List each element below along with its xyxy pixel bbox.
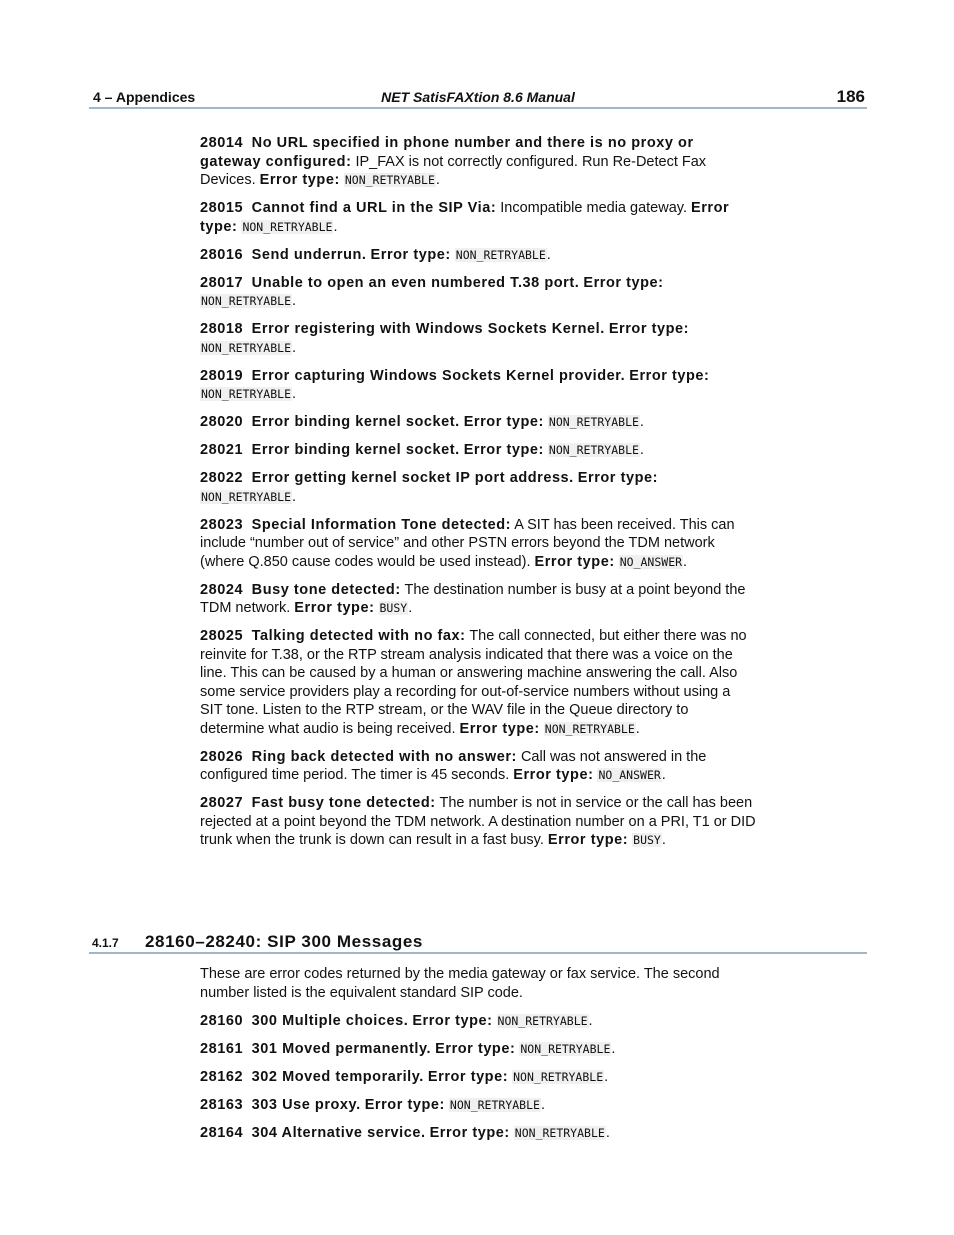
error-term: 302 Moved temporarily. <box>251 1068 424 1085</box>
error-type-value: NON_RETRYABLE <box>201 489 292 504</box>
error-code: 28162 <box>200 1068 244 1085</box>
error-type-label: Error type: <box>459 720 540 737</box>
error-type-value: NON_RETRYABLE <box>242 219 333 234</box>
error-type-label: Error type: <box>513 767 594 783</box>
error-term: Ring back detected with no answer: <box>251 748 517 765</box>
section-heading <box>89 932 867 954</box>
error-term: Send underrun. <box>251 246 367 263</box>
error-type-label: Error type: <box>547 832 629 848</box>
error-entry: 28025 Talking detected with no fax: The call connected, but either there was no reinvite for T.38, or the RTP stream analysis indicated that there was a voice on the line. This can be caused by a human or answering machine answering the call. Also some service providers play a recording for out-of-service numbers without using a SIT tone. Listen to the RTP stream, or the WAV file in the Queue directory to determine what audio is being received. Error type: NON_RETRYABLE. <box>200 628 747 737</box>
error-code: 28023 <box>200 516 244 533</box>
error-entry: 28164 304 Alternative service. Error type: NON_RETRYABLE. <box>200 1124 610 1141</box>
error-type-label: Error type: <box>412 1012 493 1029</box>
section-intro: These are error codes returned by the media gateway or fax service. The second number listed is the equivalent standard SIP code. <box>200 966 720 1001</box>
error-type-label: Error type: <box>200 200 730 235</box>
error-term: No URL specified in phone number and there is no proxy or gateway configured: <box>200 135 694 170</box>
page-header <box>89 87 867 109</box>
error-entry: 28022 Error getting kernel socket IP port address. Error type: NON_RETRYABLE. <box>200 470 658 505</box>
error-term: 300 Multiple choices. <box>251 1012 409 1029</box>
manual-title: NET SatisFAXtion 8.6 Manual <box>381 89 575 105</box>
sip-300-code-list <box>200 965 756 1152</box>
error-type-value: NON_RETRYABLE <box>201 387 292 401</box>
error-type-value: NON_RETRYABLE <box>548 443 639 457</box>
error-type-label: Error type: <box>577 470 658 486</box>
error-code: 28026 <box>200 748 244 765</box>
error-entry: 28018 Error registering with Windows Sockets Kernel. Error type: NON_RETRYABLE. <box>200 321 689 356</box>
error-term: Error capturing Windows Sockets Kernel provider. <box>251 367 626 384</box>
error-code: 28163 <box>200 1096 244 1113</box>
error-description: IP_FAX is not correctly configured. Run Re-Detect Fax Devices. <box>200 153 707 188</box>
error-description: The destination number is busy at a point beyond the TDM network. <box>200 581 746 616</box>
error-term: Special Information Tone detected: <box>251 516 511 533</box>
error-term: Cannot find a URL in the SIP Via: <box>251 200 497 216</box>
error-code: 28160 <box>200 1012 244 1029</box>
error-code: 28018 <box>200 321 244 337</box>
error-type-label: Error type: <box>259 172 340 188</box>
error-type-value: BUSY <box>633 833 661 847</box>
error-term: 304 Alternative service. <box>251 1124 426 1141</box>
error-code: 28019 <box>200 367 244 384</box>
error-type-value: NO_ANSWER <box>619 554 683 569</box>
error-entry: 28023 Special Information Tone detected: A SIT has been received. This can include “number out of service” and other PSTN errors beyond the TDM network (where Q.850 cause codes would be used instead). Error type: NO_ANSWER. <box>200 516 735 570</box>
error-type-value: NON_RETRYABLE <box>548 415 639 429</box>
error-type-value: NON_RETRYABLE <box>520 1041 611 1056</box>
error-type-value: NON_RETRYABLE <box>513 1069 604 1084</box>
error-type-label: Error type: <box>364 1096 445 1113</box>
error-entry: 28016 Send underrun. Error type: NON_RETRYABLE. <box>200 246 551 263</box>
error-code: 28022 <box>200 470 244 486</box>
error-term: Error getting kernel socket IP port address. <box>251 470 574 486</box>
error-type-label: Error type: <box>583 274 664 291</box>
error-type-value: NON_RETRYABLE <box>544 721 635 736</box>
error-type-label: Error type: <box>294 600 375 616</box>
error-code: 28016 <box>200 246 244 263</box>
error-type-label: Error type: <box>463 414 544 430</box>
error-type-label: Error type: <box>608 321 689 337</box>
error-term: Unable to open an even numbered T.38 port. <box>251 274 580 291</box>
error-type-label: Error type: <box>534 553 615 570</box>
error-type-label: Error type: <box>429 1124 510 1141</box>
error-type-value: NON_RETRYABLE <box>201 340 292 355</box>
error-term: Error registering with Windows Sockets Kernel. <box>251 321 605 337</box>
error-code: 28017 <box>200 274 244 291</box>
error-description: Call was not answered in the configured time period. The timer is 45 seconds. <box>200 748 707 783</box>
error-term: Talking detected with no fax: <box>251 628 466 644</box>
error-entry: 28160 300 Multiple choices. Error type: NON_RETRYABLE. <box>200 1012 593 1029</box>
error-description: The number is not in service or the call has been rejected at a point beyond the TDM network. A destination number on a PRI, T1 or DID trunk when the trunk is down can result in a fast busy. <box>200 795 756 848</box>
error-term: Error binding kernel socket. <box>251 414 460 430</box>
error-entry: 28162 302 Moved temporarily. Error type: NON_RETRYABLE. <box>200 1068 609 1085</box>
error-entry: 28020 Error binding kernel socket. Error type: NON_RETRYABLE. <box>200 414 644 430</box>
section-title: 28160–28240: SIP 300 Messages <box>145 932 423 951</box>
error-code: 28161 <box>200 1040 244 1057</box>
error-entry: 28019 Error capturing Windows Sockets Kernel provider. Error type: NON_RETRYABLE. <box>200 367 710 402</box>
error-entry: 28027 Fast busy tone detected: The number is not in service or the call has been rejected at a point beyond the TDM network. A destination number on a PRI, T1 or DID trunk when the trunk is down can result in a fast busy. Error type: BUSY. <box>200 795 756 848</box>
error-code: 28164 <box>200 1124 244 1141</box>
error-term: Fast busy tone detected: <box>251 795 436 811</box>
error-code: 28021 <box>200 442 244 458</box>
error-entry: 28014 No URL specified in phone number and there is no proxy or gateway configured: IP_FAX is not correctly configured. Run Re-Detect Fax Devices. Error type: NON_RETRYABLE. <box>200 135 707 188</box>
error-type-value: BUSY <box>379 601 408 615</box>
error-code: 28027 <box>200 795 244 811</box>
error-code: 28020 <box>200 414 244 430</box>
error-entry: 28015 Cannot find a URL in the SIP Via: Incompatible media gateway. Error type: NON_RETRYABLE. <box>200 200 730 235</box>
error-code: 28025 <box>200 628 244 644</box>
error-type-label: Error type: <box>370 246 451 263</box>
error-code-list <box>200 134 756 859</box>
error-entry: 28024 Busy tone detected: The destination number is busy at a point beyond the TDM network. Error type: BUSY. <box>200 581 746 616</box>
error-entry: 28017 Unable to open an even numbered T.38 port. Error type: NON_RETRYABLE. <box>200 274 664 309</box>
error-type-value: NON_RETRYABLE <box>201 294 292 308</box>
error-type-label: Error type: <box>463 442 544 458</box>
error-description: Incompatible media gateway. <box>500 200 687 216</box>
page-number: 186 <box>836 87 865 106</box>
error-type-value: NON_RETRYABLE <box>497 1013 588 1028</box>
section-number: 4.1.7 <box>92 936 119 950</box>
error-type-label: Error type: <box>629 367 710 384</box>
error-type-value: NON_RETRYABLE <box>344 173 435 187</box>
error-term: 301 Moved permanently. <box>251 1040 432 1057</box>
error-type-value: NO_ANSWER <box>598 768 661 782</box>
error-term: Error binding kernel socket. <box>251 442 460 458</box>
error-entry: 28026 Ring back detected with no answer: Call was not answered in the configured time period. The timer is 45 seconds. Error type: NO_ANSWER. <box>200 748 707 783</box>
error-entry: 28163 303 Use proxy. Error type: NON_RETRYABLE. <box>200 1096 545 1113</box>
error-description: The call connected, but either there was no reinvite for T.38, or the RTP stream analysis indicated that there was a voice on the line. This can be caused by a human or answering machine answering the call. Also some service providers play a recording for out-of-service numbers without using a SIT tone. Listen to the RTP stream, or the WAV file in the Queue directory to determine what audio is being received. <box>200 628 747 737</box>
error-type-value: NON_RETRYABLE <box>455 247 546 262</box>
error-entry: 28021 Error binding kernel socket. Error type: NON_RETRYABLE. <box>200 442 644 458</box>
error-type-label: Error type: <box>435 1040 516 1057</box>
error-description: A SIT has been received. This can include “number out of service” and other PSTN errors beyond the TDM network (where Q.850 cause codes would be used instead). <box>200 516 735 570</box>
error-term: Busy tone detected: <box>251 581 401 598</box>
error-type-value: NON_RETRYABLE <box>449 1097 540 1112</box>
error-code: 28014 <box>200 135 244 151</box>
chapter-title: 4 – Appendices <box>93 89 196 105</box>
error-type-value: NON_RETRYABLE <box>514 1125 605 1140</box>
error-code: 28015 <box>200 200 244 216</box>
error-term: 303 Use proxy. <box>251 1096 361 1113</box>
error-code: 28024 <box>200 581 244 598</box>
error-type-label: Error type: <box>427 1068 509 1085</box>
error-entry: 28161 301 Moved permanently. Error type: NON_RETRYABLE. <box>200 1040 616 1057</box>
